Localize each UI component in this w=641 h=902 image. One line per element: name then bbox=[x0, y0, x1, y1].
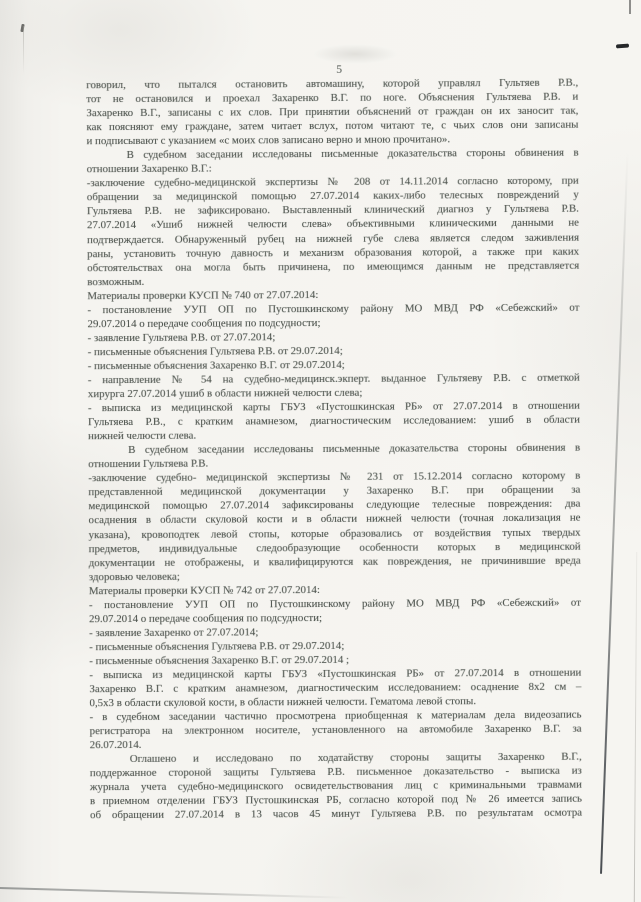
document-line: здоровью человека; bbox=[88, 570, 180, 583]
document-line: 0,5х3 в области скуловой кости, в области нижней челюсти. Гематома левой стопы. bbox=[89, 695, 477, 710]
document-line: отношении Гультяева Р.В. bbox=[88, 457, 209, 471]
page-edge-line-left bbox=[23, 26, 24, 74]
document-line: - заявление Захаренко от 27.07.2014; bbox=[89, 626, 259, 640]
document-line: раны, установить точную давность и механизм образования которой, а также при каких bbox=[87, 245, 580, 260]
document-line: нижней челюсти слева. bbox=[88, 429, 197, 443]
document-line: поддержанное стороной защиты Гультяева Р.В. письменное доказательство - выписка из bbox=[89, 764, 582, 780]
document-line: как поясняют ему граждане, затем читает вслух, потом читают те, с чьих слов они записаны bbox=[86, 118, 579, 134]
document-line: - письменные объяснения Захаренко В.Г. от 29.07.2014; bbox=[87, 358, 345, 373]
document-line: подтверждается. Обнаруженный рубец на нижней губе слева является следом заживления bbox=[87, 231, 580, 246]
document-line: осаднения в области скуловой кости и в области нижней челюсти (точная локализация не bbox=[88, 512, 581, 527]
document-line: - заявление Гультяева Р.В. от 27.07.2014; bbox=[87, 331, 276, 345]
document-line: Захаренко В.Г. с кратким анамнезом, диагностическим исследованием: осаднение 8х2 см – bbox=[89, 680, 582, 696]
document-line: В судебном заседании исследованы письменные доказательства стороны обвинения в bbox=[128, 441, 581, 457]
document-line: обстоятельствах она могла быть причинена, по имеющимся данным не представляется bbox=[87, 259, 580, 274]
document-line: регистратора на электронном носителе, установленного на автомобиле Захаренко В.Г. за bbox=[89, 722, 582, 738]
document-line: указана), кровоподтек левой стопы, которые образовались от воздействия тупых твердых bbox=[88, 526, 581, 541]
document-line: -заключение судебно- медицинской экспертизы № 231 от 15.12.2014 согласно которому в bbox=[88, 469, 581, 485]
document-line: - письменные объяснения Гультяева Р.В. от 29.07.2014; bbox=[87, 344, 343, 359]
document-line: 29.07.2014 о передаче сообщения по подсудности; bbox=[87, 316, 321, 331]
page-edge-line-top-right bbox=[629, 0, 631, 14]
page-number: 5 bbox=[336, 63, 343, 76]
document-line: тот не остановился и проехал Захаренко В.Г. по ноге. Объяснения Гультяева Р.В. и bbox=[86, 90, 579, 106]
document-line: журнала учета судебно-медицинского освидетельствования лиц с криминальными травмами bbox=[89, 778, 582, 794]
document-line: 29.07.2014 о передаче сообщения по подсудности; bbox=[89, 611, 323, 625]
document-line: Материалы проверки КУСП № 740 от 27.07.2014: bbox=[87, 288, 319, 302]
document-line: документации не отображены, и квалифицируются как повреждения, не причинившие вреда bbox=[88, 554, 581, 569]
document-line: - выписка из медицинской карты ГБУЗ «Пустошкинская РБ» от 27.07.2014 в отношении bbox=[89, 666, 582, 682]
document-line: Захаренко В.Г., записаны с их слов. При принятии объяснений от граждан он их заносит так, bbox=[86, 104, 579, 120]
document-line: Материалы проверки КУСП № 742 от 27.07.2014: bbox=[88, 583, 320, 597]
document-line: - выписка из медицинской карты ГБУЗ «Пустошкинская РБ» от 27.07.2014 в отношении bbox=[87, 399, 580, 415]
document-line: говорил, что пытался остановить автомашину, которой управлял Гультяев Р.В., bbox=[86, 76, 579, 92]
document-line: - постановление УУП ОП по Пустошкинскому району МО МВД РФ «Себежский» от bbox=[88, 596, 581, 611]
document-line: В судебном заседании исследованы письменные доказательства стороны обвинения в bbox=[126, 146, 579, 162]
document-line: - постановление УУП ОП по Пустошкинскому району МО МВД РФ «Себежский» от bbox=[87, 301, 580, 316]
document-text bbox=[86, 76, 582, 823]
document-line: предметов, индивидуальные следообразующие особенности которых в медицинской bbox=[88, 540, 581, 555]
document-line: Гультяева Р.В., с кратким анамнезом, диагностическим исследованием: ушиб в области bbox=[87, 413, 581, 429]
document-line: обращении за медицинской помощью 27.07.2014 каких-либо телесных повреждений у bbox=[86, 189, 579, 204]
document-line: -заключение судебно-медицинской экспертизы № 208 от 14.11.2014 согласно которому, при bbox=[86, 174, 579, 190]
document-line: медицинской помощью 27.07.2014 зафиксированы следующие телесные повреждения: два bbox=[88, 498, 581, 513]
document-line: в приемном отделении ГБУЗ Пустошкинская РБ, согласно которой под № 26 имеется запись bbox=[89, 793, 583, 808]
document-line: и подписывают с указанием «с моих слов записано верно и мною прочитано». bbox=[86, 133, 451, 148]
document-line: хирурга 27.07.2014 ушиб в области нижней челюсти слева; bbox=[87, 386, 363, 401]
document-line: - в судебном заседании частично просмотрена приобщенная к материалам дела видеозапись bbox=[89, 708, 582, 724]
document-line: 26.07.2014. bbox=[89, 739, 142, 752]
document-line: 27.07.2014 «Ушиб нижней челюсти слева» объективными клиническими данными не bbox=[86, 217, 580, 232]
document-line: - направление № 54 на судебно-медицинск.экперт. выданное Гультяеву Р.В. с отметкой bbox=[87, 371, 580, 387]
document-line: Оглашено и исследовано по ходатайству стороны защиты Захаренко В.Г., bbox=[129, 750, 582, 766]
document-line: представленной медицинской документации у Захаренко В.Г. при обращении за bbox=[88, 483, 581, 499]
document-line: отношении Захаренко В.Г.: bbox=[86, 162, 212, 176]
document-line: Гультяева Р.В. не зафиксировано. Выставленный клинический диагноз у Гультяева Р.В. bbox=[86, 203, 579, 218]
document-line: - письменные объяснения Гультяева Р.В. от 29.07.2014; bbox=[89, 639, 345, 654]
document-line: возможным. bbox=[87, 275, 145, 288]
document-line: об обращении 27.07.2014 в 13 часов 45 минут Гультяева Р.В. по результатам осмотра bbox=[90, 807, 583, 822]
document-line: - письменные объяснения Захаренко В.Г. от 29.07.2014 ; bbox=[89, 653, 350, 668]
